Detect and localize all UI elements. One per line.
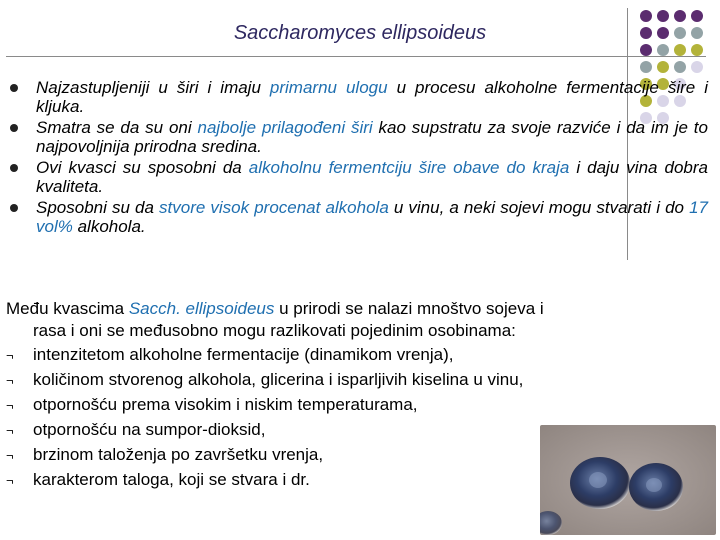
highlight-text: stvore visok procenat alkohola bbox=[159, 198, 389, 217]
dot-purple bbox=[674, 10, 686, 22]
yeast-cells-illustration bbox=[540, 425, 716, 535]
highlight-text: 17 vol% bbox=[36, 198, 709, 236]
slide-title: Saccharomyces ellipsoideus bbox=[233, 22, 487, 44]
bullet-dot-icon bbox=[10, 124, 18, 132]
bullet-list bbox=[10, 78, 708, 238]
list-item: ¬ brzinom taloženja po završetku vrenja, bbox=[6, 442, 706, 467]
list-item: ¬ intenzitetom alkoholne fermentacije (dinamikom vrenja), bbox=[6, 342, 706, 367]
not-sign-marker-icon: ¬ bbox=[6, 473, 14, 488]
dot-purple bbox=[640, 10, 652, 22]
bullet-item: Ovi kvasci su sposobni da alkoholnu fermentciju šire obave do kraja i daju vina dobra kvaliteta. bbox=[10, 158, 708, 196]
paragraph-continuation: rasa i oni se međusobno mogu razlikovati pojedinim osobinama: bbox=[33, 321, 516, 340]
highlight-text: alkoholnu fermentciju šire obave do kraja bbox=[248, 158, 570, 177]
dot-lavender bbox=[691, 61, 703, 73]
not-sign-marker-icon: ¬ bbox=[6, 423, 14, 438]
yeast-micrograph-image bbox=[540, 425, 716, 535]
list-item: ¬ otpornošću na sumpor-dioksid, bbox=[6, 417, 706, 442]
not-sign-marker-icon: ¬ bbox=[6, 398, 14, 413]
bullet-item: Smatra se da su oni najbolje prilagođeni širi kao supstratu za svoje razviće i da im je to najpovoljnija prirodna sredina. bbox=[10, 118, 708, 156]
highlight-text: primarnu ulogu bbox=[269, 78, 388, 97]
dot-gray bbox=[674, 61, 686, 73]
dot-purple bbox=[657, 10, 669, 22]
dot-gray bbox=[657, 44, 669, 56]
list-item: ¬ količinom stvorenog alkohola, glicerina i isparljivih kiselina u vinu, bbox=[6, 367, 706, 392]
bullet-dot-icon bbox=[10, 204, 18, 212]
dot-olive bbox=[691, 44, 703, 56]
horizontal-divider bbox=[6, 56, 706, 57]
list-item: ¬ karakterom taloga, koji se stvara i dr. bbox=[6, 467, 706, 492]
bullet-item: Sposobni su da stvore visok procenat alkohola u vinu, a neki sojevi mogu stvarati i do 17 vol% alkohola. bbox=[10, 198, 708, 236]
dot-purple bbox=[640, 44, 652, 56]
bullet-item: Najzastupljeniji u širi i imaju primarnu ulogu u procesu alkoholne fermentacije šire i kljuka. bbox=[10, 78, 708, 116]
dot-olive bbox=[674, 44, 686, 56]
bullet-dot-icon bbox=[10, 84, 18, 92]
bullet-dot-icon bbox=[10, 164, 18, 172]
not-sign-marker-icon: ¬ bbox=[6, 373, 14, 388]
list-item: ¬ otpornošću prema visokim i niskim temperaturama, bbox=[6, 392, 706, 417]
dot-gray bbox=[640, 61, 652, 73]
dot-purple bbox=[691, 10, 703, 22]
not-sign-marker-icon: ¬ bbox=[6, 448, 14, 463]
paragraph-first-line: Među kvascima Sacch. ellipsoideus u prirodi se nalazi mnoštvo sojeva i bbox=[6, 299, 544, 318]
not-sign-marker-icon: ¬ bbox=[6, 348, 14, 363]
dot-olive bbox=[657, 61, 669, 73]
species-name: Sacch. ellipsoideus bbox=[128, 299, 275, 318]
highlight-text: najbolje prilagođeni širi bbox=[197, 118, 373, 137]
